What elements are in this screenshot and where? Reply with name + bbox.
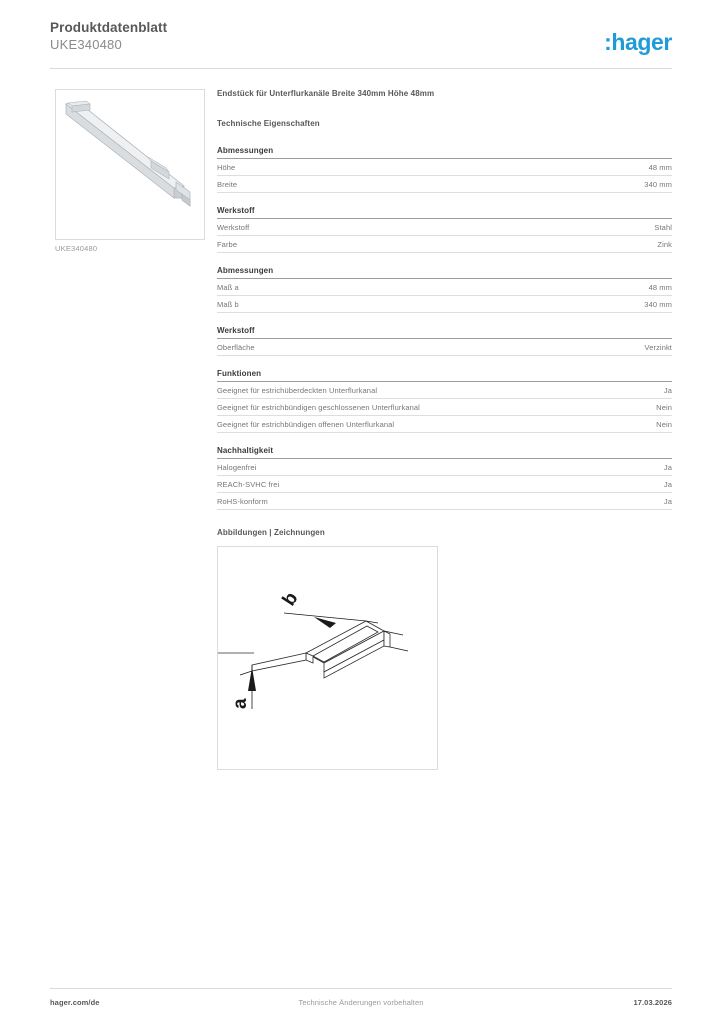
spec-group-title: Nachhaltigkeit xyxy=(217,446,672,459)
spec-row-label: Breite xyxy=(217,180,238,189)
spec-row-label: Geeignet für estrichbündigen offenen Unterflurkanal xyxy=(217,420,395,429)
spec-row-value: 340 mm xyxy=(644,300,672,309)
drawings-heading: Abbildungen | Zeichnungen xyxy=(217,528,325,537)
spec-row-value: 48 mm xyxy=(648,163,672,172)
footer-date: 17.03.2026 xyxy=(633,998,672,1007)
spec-row xyxy=(217,219,672,236)
dimension-label-b: b xyxy=(278,588,303,610)
spec-row-label: Halogenfrei xyxy=(217,463,257,472)
spec-row xyxy=(217,459,672,476)
spec-row-label: RoHS-konform xyxy=(217,497,268,506)
spec-row-value: 48 mm xyxy=(648,283,672,292)
spec-group xyxy=(217,146,672,193)
hager-logo: :hager xyxy=(604,29,672,55)
product-photo xyxy=(55,89,205,240)
spec-row-label: Maß b xyxy=(217,300,239,309)
spec-group xyxy=(217,369,672,433)
footer-website[interactable]: hager.com/de xyxy=(50,998,100,1007)
spec-group-title: Werkstoff xyxy=(217,326,672,339)
spec-row xyxy=(217,176,672,193)
spec-row xyxy=(217,476,672,493)
product-description: Endstück für Unterflurkanäle Breite 340mm Höhe 48mm xyxy=(217,89,435,98)
spec-row-value: Nein xyxy=(656,420,672,429)
spec-row xyxy=(217,382,672,399)
spec-row-value: 340 mm xyxy=(644,180,672,189)
spec-row-label: Geeignet für estrichbündigen geschlossenen Unterflurkanal xyxy=(217,403,420,412)
spec-row-value: Ja xyxy=(663,386,672,395)
spec-row-label: Geeignet für estrichüberdeckten Unterflurkanal xyxy=(217,386,378,395)
spec-row-value: Ja xyxy=(663,480,672,489)
header-divider xyxy=(50,68,672,69)
technical-drawing-illustration xyxy=(218,547,437,769)
spec-row-label: Oberfläche xyxy=(217,343,255,352)
product-reference: UKE340480 xyxy=(50,37,122,52)
spec-row xyxy=(217,416,672,433)
spec-group xyxy=(217,266,672,313)
spec-row xyxy=(217,399,672,416)
spec-group-title: Abmessungen xyxy=(217,266,672,279)
spec-row-label: Werkstoff xyxy=(217,223,250,232)
footer-disclaimer: Technische Änderungen vorbehalten xyxy=(298,998,424,1007)
spec-row-value: Zink xyxy=(657,240,672,249)
spec-row-value: Verzinkt xyxy=(644,343,672,352)
product-photo-illustration xyxy=(56,90,204,239)
footer-divider xyxy=(50,988,672,989)
spec-group-title: Werkstoff xyxy=(217,206,672,219)
spec-group-title: Funktionen xyxy=(217,369,672,382)
spec-row-value: Ja xyxy=(663,497,672,506)
page-footer xyxy=(50,998,672,1010)
spec-group xyxy=(217,446,672,510)
product-photo-caption: UKE340480 xyxy=(55,244,98,253)
spec-row-value: Nein xyxy=(656,403,672,412)
spec-row-label: REACh-SVHC frei xyxy=(217,480,280,489)
spec-row-label: Farbe xyxy=(217,240,238,249)
spec-row xyxy=(217,159,672,176)
page-header xyxy=(50,20,672,70)
spec-row xyxy=(217,236,672,253)
spec-row xyxy=(217,339,672,356)
main-content xyxy=(217,89,672,770)
technical-drawing xyxy=(217,546,438,770)
spec-row xyxy=(217,493,672,510)
spec-group-title: Abmessungen xyxy=(217,146,672,159)
technical-properties-heading: Technische Eigenschaften xyxy=(217,119,320,128)
spec-group xyxy=(217,206,672,253)
spec-row-value: Stahl xyxy=(654,223,672,232)
specification-tables xyxy=(217,146,672,510)
spec-row-label: Höhe xyxy=(217,163,236,172)
spec-row-label: Maß a xyxy=(217,283,239,292)
dimension-label-a: a xyxy=(230,698,251,709)
spec-row xyxy=(217,296,672,313)
spec-row xyxy=(217,279,672,296)
spec-row-value: Ja xyxy=(663,463,672,472)
page-title: Produktdatenblatt xyxy=(50,20,168,35)
title-block xyxy=(50,20,167,53)
spec-group xyxy=(217,326,672,356)
